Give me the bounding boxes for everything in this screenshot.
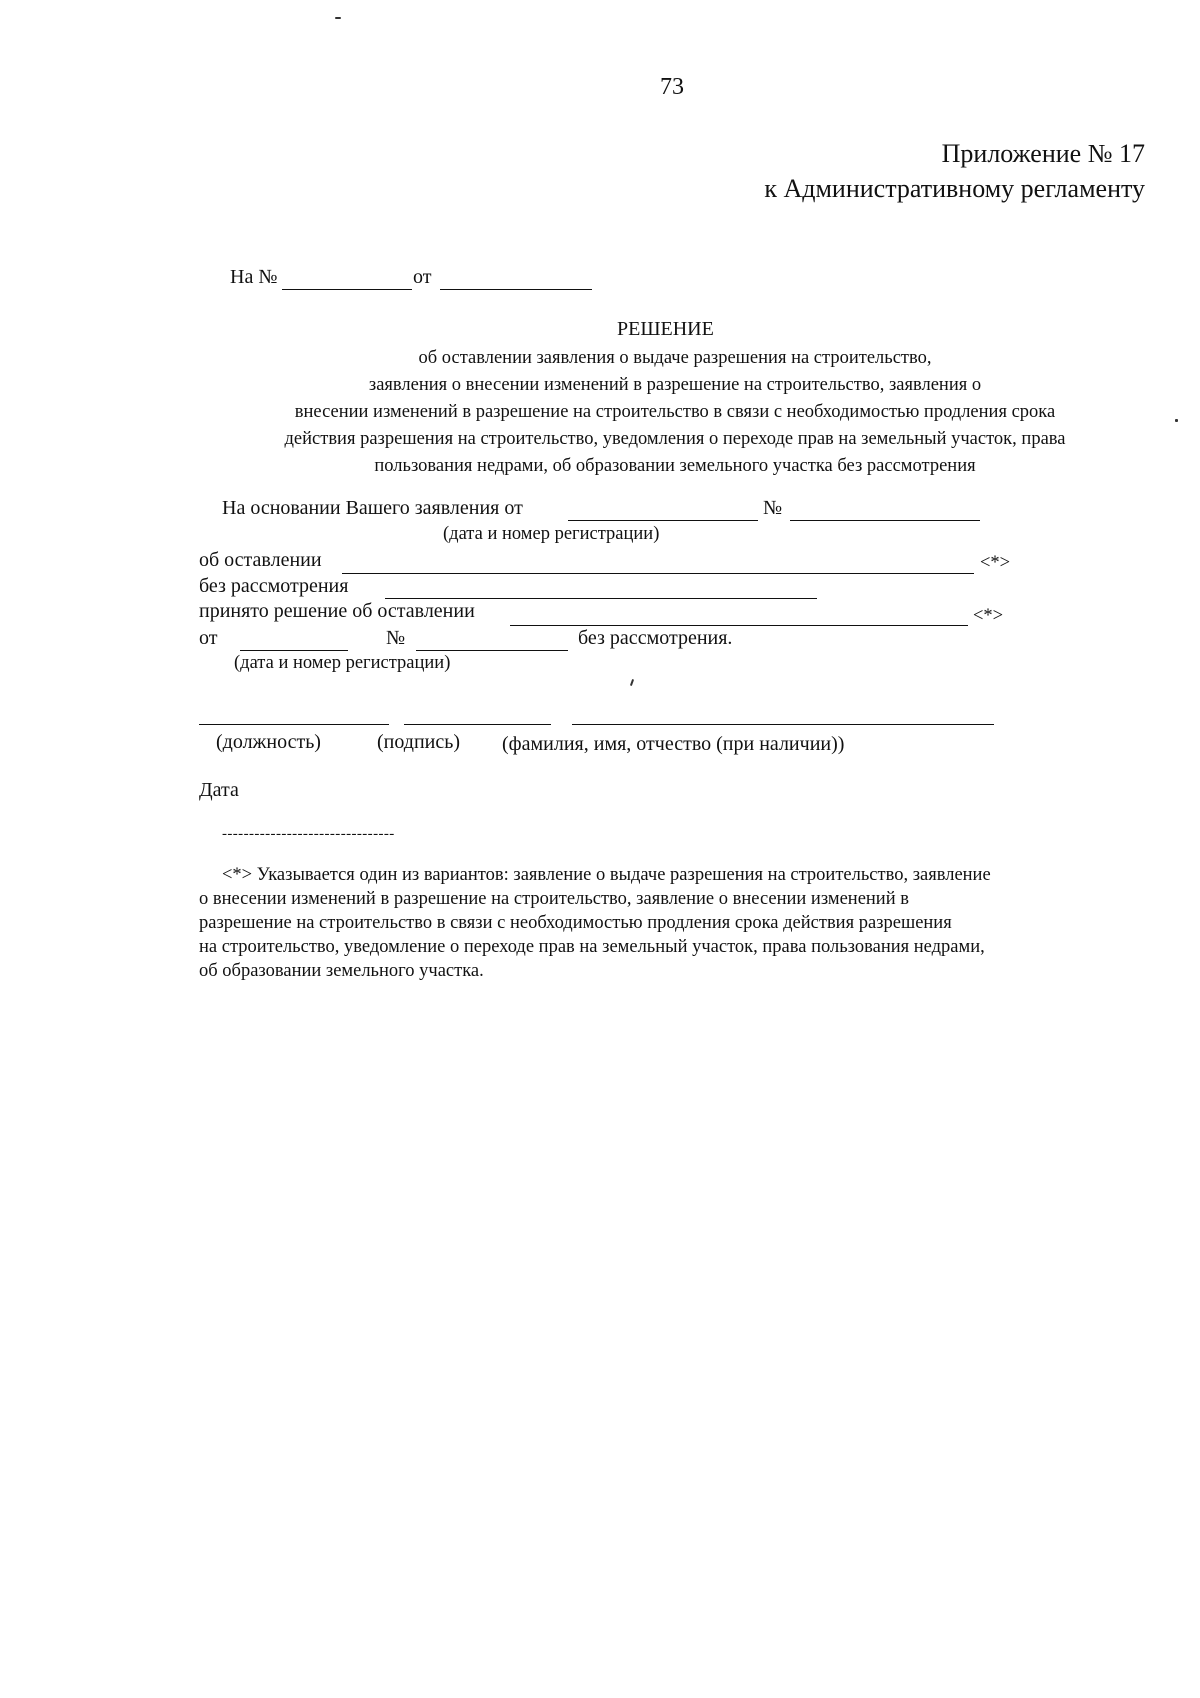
ref-number-field[interactable] (282, 289, 412, 290)
decision-field[interactable] (510, 625, 968, 626)
decision-heading: РЕШЕНИЕ (617, 318, 714, 340)
footnote-line: об образовании земельного участка. (199, 961, 484, 981)
signature-caption: (подпись) (377, 731, 461, 753)
subtitle-line: внесении изменений в разрешение на строительство в связи с необходимостью продления срока (294, 402, 1056, 422)
scan-speck (1175, 419, 1178, 422)
scan-speck (335, 17, 341, 19)
ref-number-label: На № (230, 266, 278, 288)
decision-date-field[interactable] (240, 650, 348, 651)
application-date-field[interactable] (568, 520, 758, 521)
without-review-end: без рассмотрения. (578, 627, 733, 649)
application-number-field[interactable] (790, 520, 980, 521)
subtitle-line: заявления о внесении изменений в разрешение на строительство, заявления о (368, 375, 982, 395)
subtitle-line: действия разрешения на строительство, уведомления о переходе прав на земельный участок, права (284, 429, 1066, 449)
decision-label: принято решение об оставлении (199, 600, 475, 622)
number-sign: № (386, 627, 406, 649)
footnote-separator: -------------------------------- (222, 826, 395, 842)
without-review-field[interactable] (385, 598, 817, 599)
scan-speck (630, 679, 634, 686)
ref-date-field[interactable] (440, 289, 592, 290)
footnote-line: о внесении изменений в разрешение на строительство, заявление о внесении изменений в (199, 889, 909, 909)
ref-date-label: от (413, 266, 432, 288)
appendix-title: Приложение № 17 (941, 139, 1145, 168)
without-review-label: без рассмотрения (199, 575, 349, 597)
date-registration-caption: (дата и номер регистрации) (234, 653, 451, 673)
position-field[interactable] (199, 724, 389, 725)
date-label: Дата (199, 779, 239, 801)
page-number: 73 (660, 74, 684, 100)
signature-field[interactable] (404, 724, 551, 725)
regulation-reference: к Административному регламенту (764, 174, 1145, 203)
leave-application-field[interactable] (342, 573, 974, 574)
leave-label: об оставлении (199, 549, 322, 571)
footnote-line: разрешение на строительство в связи с необходимостью продления срока действия разрешения (199, 913, 952, 933)
position-caption: (должность) (216, 731, 321, 753)
subtitle-line: пользования недрами, об образовании земельного участка без рассмотрения (374, 456, 976, 476)
asterisk-marker: <*> (973, 606, 1004, 626)
basis-text: На основании Вашего заявления от (222, 497, 523, 519)
asterisk-marker: <*> (980, 553, 1011, 573)
decision-number-field[interactable] (416, 650, 568, 651)
from-label: от (199, 627, 218, 649)
decision-subtitle (180, 345, 1170, 480)
footnote-line: <*> Указывается один из вариантов: заявление о выдаче разрешения на строительство, заявление (222, 865, 991, 885)
subtitle-line: об оставлении заявления о выдаче разрешения на строительство, (418, 348, 932, 368)
footnote (199, 863, 1148, 983)
date-registration-caption: (дата и номер регистрации) (443, 524, 660, 544)
full-name-caption: (фамилия, имя, отчество (при наличии)) (502, 733, 845, 755)
footnote-line: на строительство, уведомление о переходе прав на земельный участок, права пользования недрами, (199, 937, 985, 957)
number-sign: № (763, 497, 783, 519)
full-name-field[interactable] (572, 724, 994, 725)
